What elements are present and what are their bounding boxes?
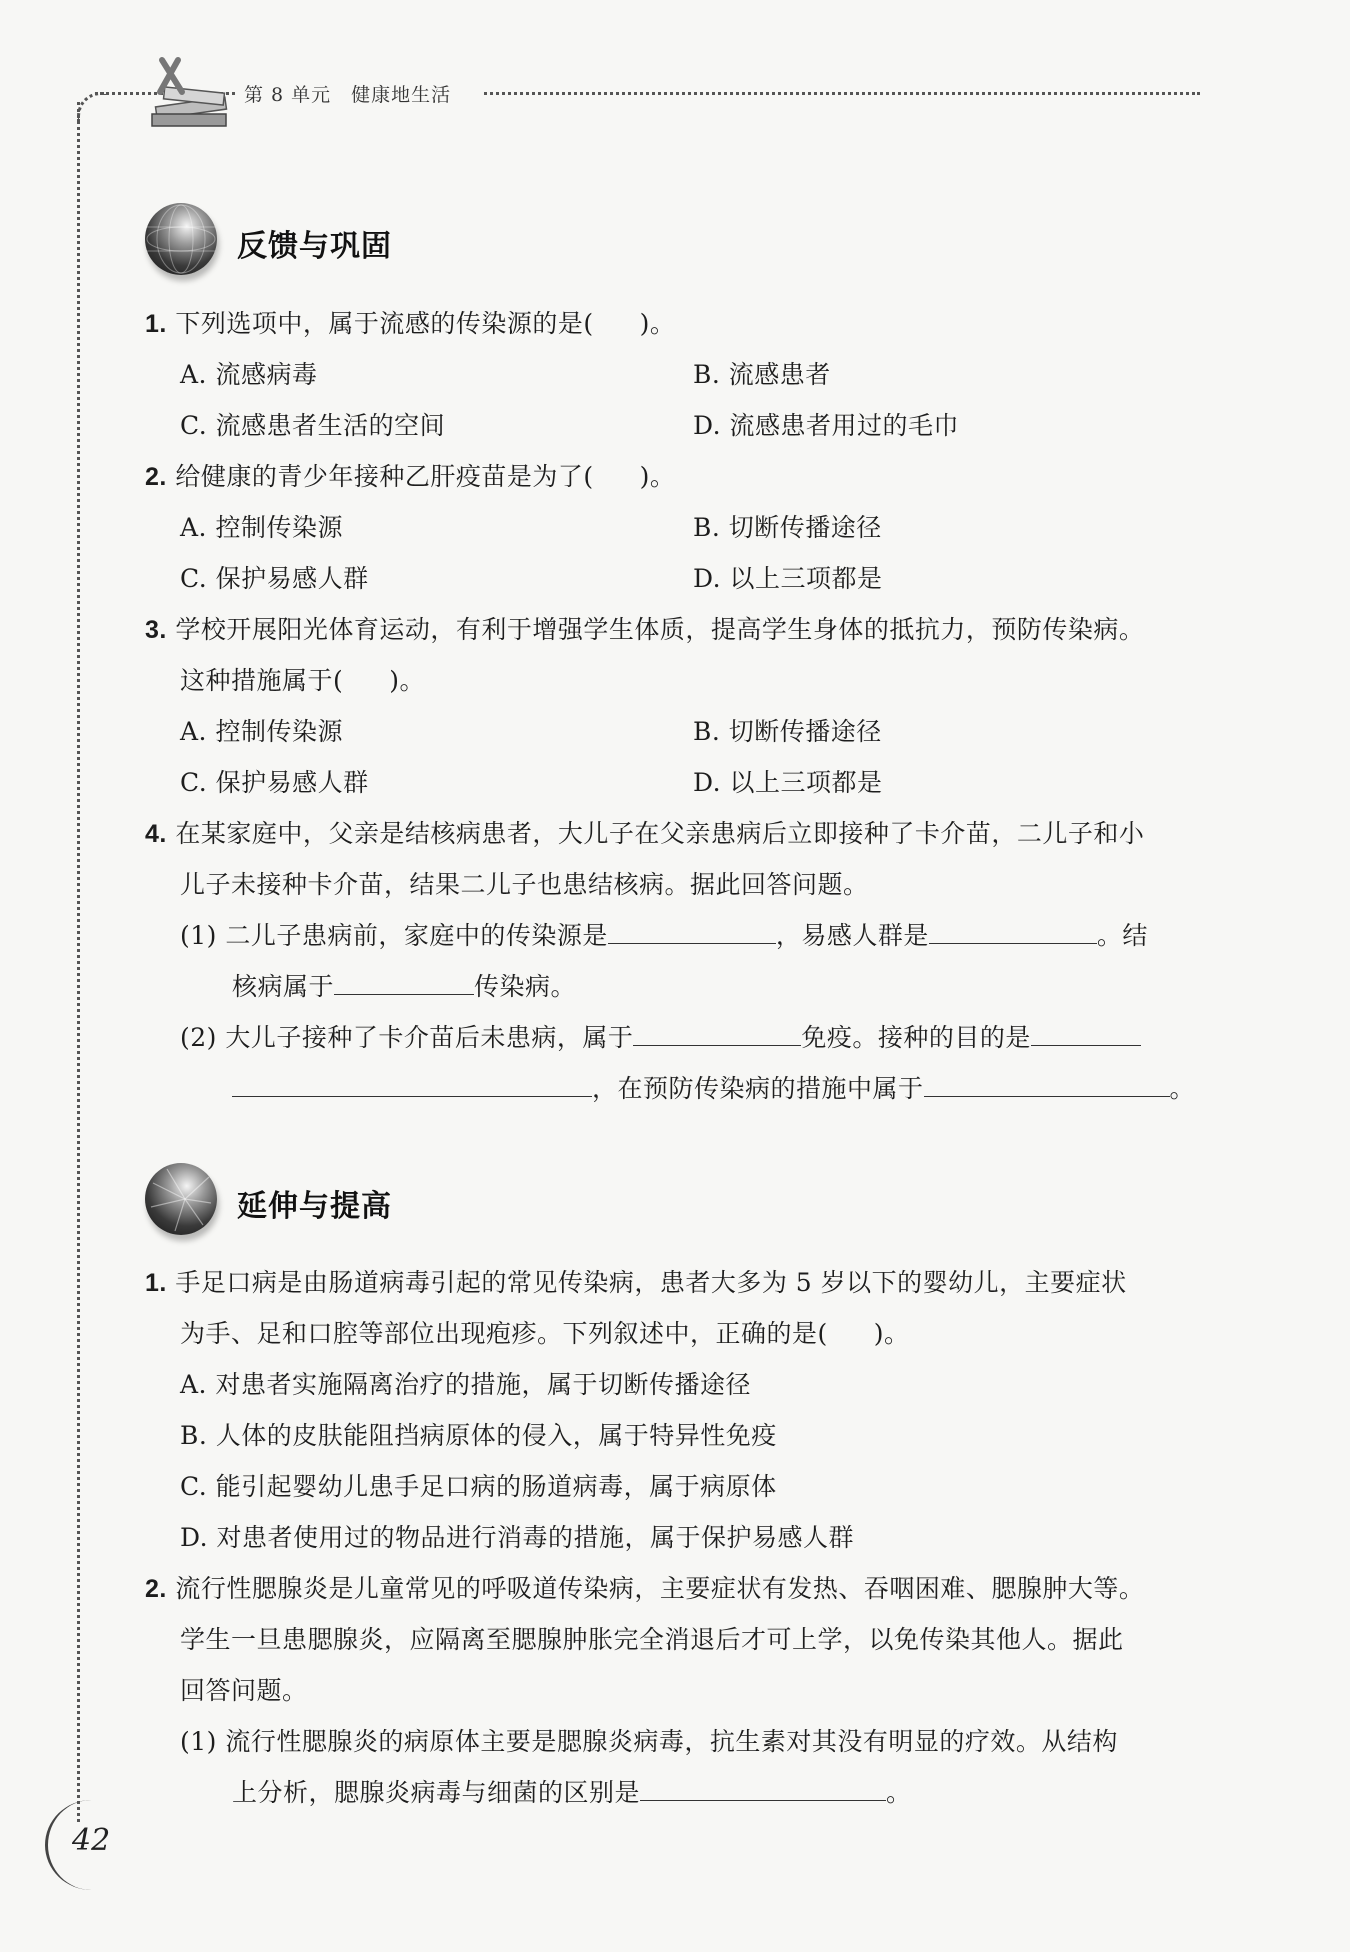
globe-icon (145, 1163, 217, 1235)
section-heading-extension (145, 1163, 545, 1243)
question-2-stem (145, 1572, 1144, 1606)
sub-question-text: 。 (1169, 1074, 1196, 1103)
books-logo-icon (142, 52, 238, 134)
question-2-stem-cont: 学生一旦患腮腺炎，应隔离至腮腺肿胀完全消退后才可上学，以免传染其他人。据此 (180, 1625, 1124, 1654)
answer-blank[interactable] (1031, 1021, 1141, 1046)
margin-dotted-rule (77, 102, 80, 1822)
option-b: B. 切断传播途径 (693, 513, 882, 542)
question-4-sub-2 (180, 1021, 1141, 1055)
sub-question-text: ，在预防传染病的措施中属于 (592, 1074, 924, 1103)
answer-blank[interactable] (640, 1776, 886, 1801)
section-heading-feedback (145, 203, 545, 283)
option-d: D. 以上三项都是 (693, 564, 883, 593)
question-number: 2. (145, 463, 167, 491)
question-number: 4. (145, 820, 167, 848)
answer-blank[interactable] (633, 1021, 801, 1046)
question-text: 这种措施属于( (180, 666, 344, 695)
header-dotted-corner (77, 92, 106, 121)
header-title: 健康地生活 (351, 84, 452, 106)
question-2-stem (145, 460, 675, 494)
option-a: A. 流感病毒 (180, 360, 318, 389)
question-4-stem (145, 817, 1144, 851)
globe-icon (145, 203, 217, 275)
question-4-stem-cont: 儿子未接种卡介苗，结果二儿子也患结核病。据此回答问题。 (180, 870, 869, 899)
answer-blank[interactable] (924, 1072, 1170, 1097)
question-4-sub-1-cont (232, 970, 576, 1004)
sub-question-text: ，易感人群是 (775, 921, 929, 950)
question-text: 流行性腮腺炎是儿童常见的呼吸道传染病，主要症状有发热、吞咽困难、腮腺肿大等。 (175, 1574, 1145, 1603)
sub-question-text: 免疫。接种的目的是 (801, 1023, 1031, 1052)
question-4-sub-1 (180, 919, 1148, 953)
question-3-stem (145, 613, 1144, 647)
option-d: D. 流感患者用过的毛巾 (693, 411, 960, 440)
option-b: B. 流感患者 (693, 360, 831, 389)
question-text: 为手、足和口腔等部位出现疱疹。下列叙述中，正确的是( (180, 1319, 828, 1348)
sub-question-text: 。 (886, 1778, 912, 1807)
question-3-stem-cont (180, 664, 425, 698)
option-c: C. 能引起婴幼儿患手足口病的肠道病毒，属于病原体 (180, 1472, 777, 1501)
question-1-stem-cont (180, 1317, 910, 1351)
sub-question-text: (2) 大儿子接种了卡介苗后未患病，属于 (180, 1023, 634, 1052)
option-c: C. 流感患者生活的空间 (180, 411, 446, 440)
sub-question-text: (1) 二儿子患病前，家庭中的传染源是 (180, 921, 608, 950)
answer-blank[interactable] (608, 919, 776, 944)
option-b: B. 人体的皮肤能阻挡病原体的侵入，属于特异性免疫 (180, 1421, 777, 1450)
section-title: 反馈与巩固 (237, 229, 392, 264)
option-a: A. 控制传染源 (180, 717, 343, 746)
question-text-end: )。 (389, 666, 426, 695)
section-title: 延伸与提高 (237, 1189, 392, 1224)
running-header (238, 80, 483, 108)
answer-blank[interactable] (232, 1072, 592, 1097)
sub-question-text: 。结 (1096, 921, 1148, 950)
answer-blank[interactable] (929, 919, 1097, 944)
question-number: 3. (145, 616, 167, 644)
question-text: 在某家庭中，父亲是结核病患者，大儿子在父亲患病后立即接种了卡介苗，二儿子和小 (175, 819, 1145, 848)
option-a: A. 对患者实施隔离治疗的措施，属于切断传播途径 (180, 1370, 751, 1399)
header-unit: 第 8 单元 (244, 84, 332, 106)
sub-question-text: 上分析，腮腺炎病毒与细菌的区别是 (232, 1778, 641, 1807)
sub-question-text: 传染病。 (474, 972, 577, 1001)
question-2-stem-cont: 回答问题。 (180, 1676, 308, 1705)
question-1-stem (145, 307, 675, 341)
question-1-stem (145, 1266, 1127, 1300)
question-2-sub-1-cont (232, 1776, 912, 1810)
question-text: 手足口病是由肠道病毒引起的常见传染病，患者大多为 5 岁以下的婴幼儿，主要症状 (175, 1268, 1127, 1297)
question-text-end: )。 (639, 309, 676, 338)
option-b: B. 切断传播途径 (693, 717, 882, 746)
question-text-end: )。 (873, 1319, 910, 1348)
question-text: 下列选项中，属于流感的传染源的是( (175, 309, 594, 338)
question-number: 1. (145, 1269, 167, 1297)
sub-question-text: 核病属于 (232, 972, 335, 1001)
question-number: 2. (145, 1575, 167, 1603)
question-text: 学校开展阳光体育运动，有利于增强学生体质，提高学生身体的抵抗力，预防传染病。 (175, 615, 1145, 644)
option-a: A. 控制传染源 (180, 513, 343, 542)
option-c: C. 保护易感人群 (180, 564, 369, 593)
question-text: 给健康的青少年接种乙肝疫苗是为了( (175, 462, 594, 491)
option-d: D. 以上三项都是 (693, 768, 883, 797)
answer-blank[interactable] (334, 970, 474, 995)
question-number: 1. (145, 310, 167, 338)
option-c: C. 保护易感人群 (180, 768, 369, 797)
question-text-end: )。 (639, 462, 676, 491)
option-d: D. 对患者使用过的物品进行消毒的措施，属于保护易感人群 (180, 1523, 855, 1552)
question-2-sub-1: (1) 流行性腮腺炎的病原体主要是腮腺炎病毒，抗生素对其没有明显的疗效。从结构 (180, 1727, 1118, 1756)
page-number: 42 (72, 1823, 111, 1858)
question-4-sub-2-cont (232, 1072, 1195, 1106)
